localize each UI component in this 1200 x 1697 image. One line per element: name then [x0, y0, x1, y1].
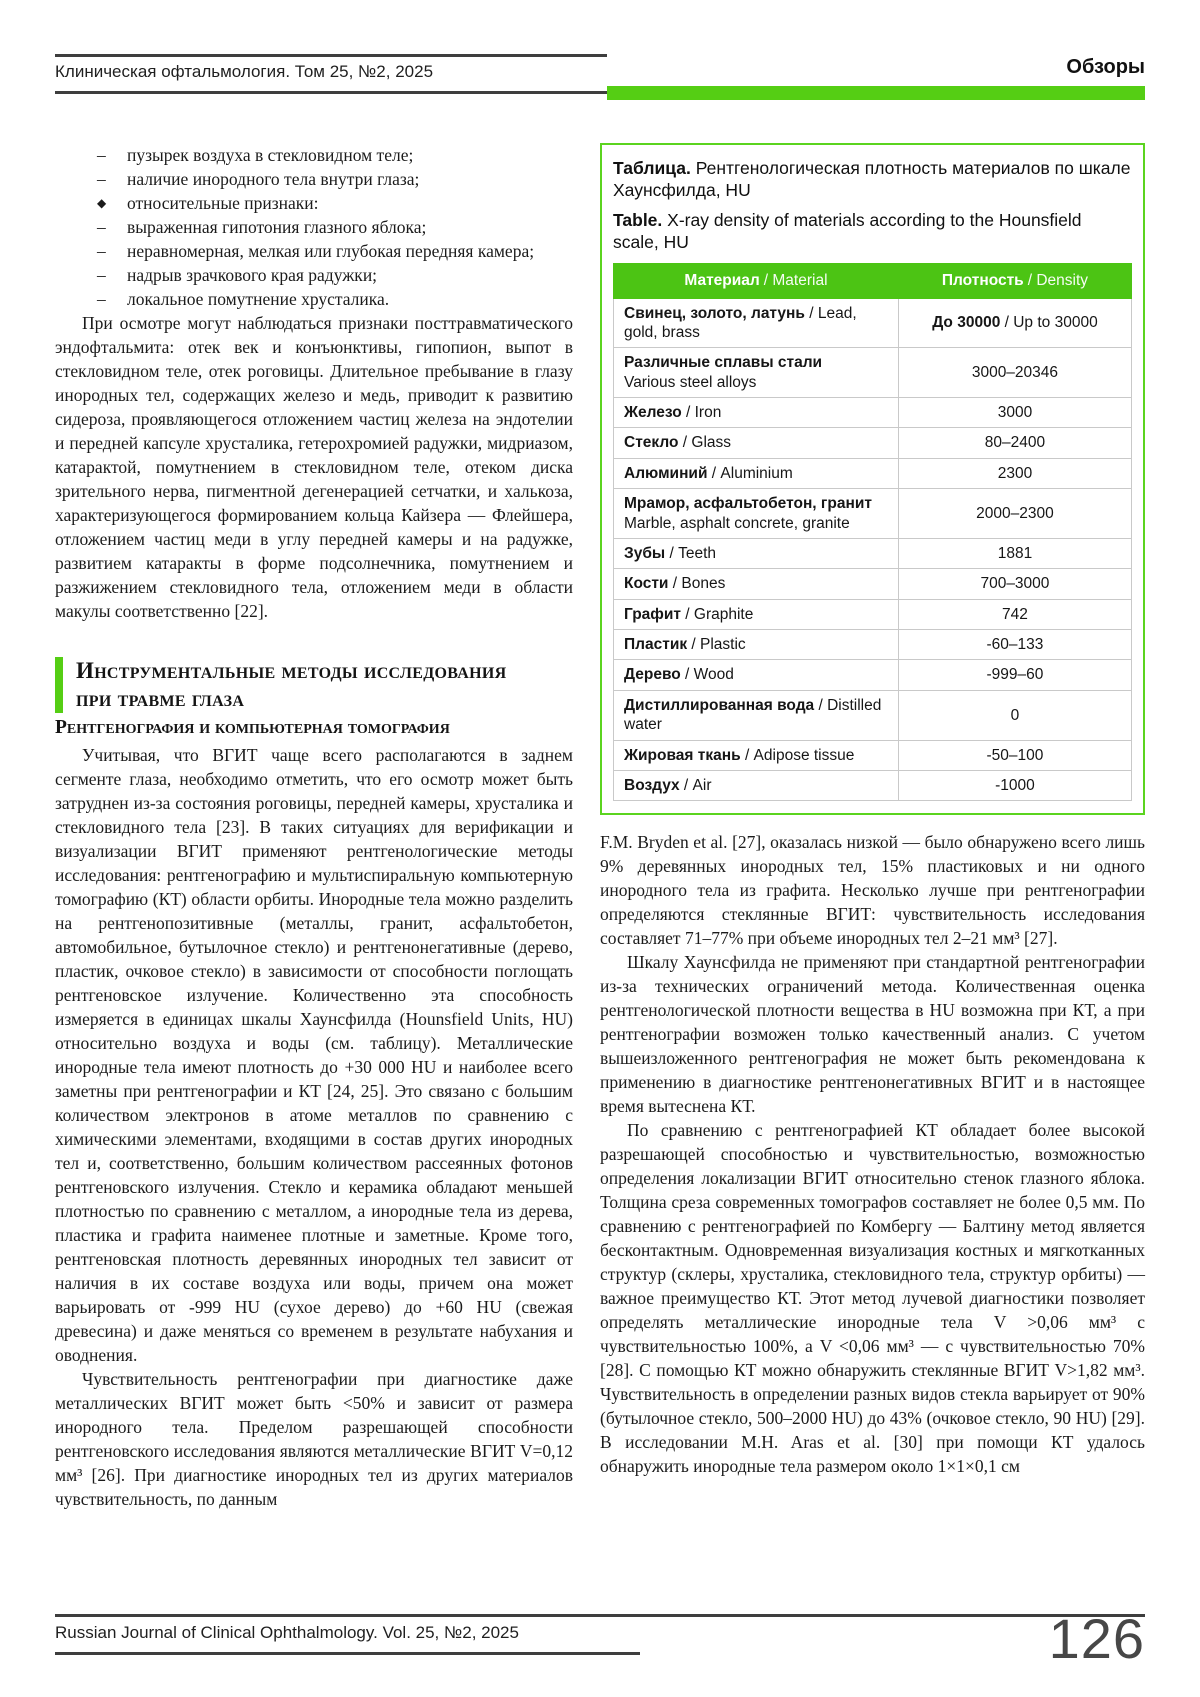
table-caption-ru-text: Рентгенологическая плотность материалов по шкале Хаунсфилда, HU: [613, 158, 1131, 201]
density-cell: -60–133: [898, 630, 1131, 660]
density-cell: 2300: [898, 458, 1131, 488]
density-cell: 2000–2300: [898, 489, 1131, 539]
density-cell: -999–60: [898, 660, 1131, 690]
section-heading-line1: Инструментальные методы исследования: [76, 658, 507, 683]
material-cell: Пластик / Plastic: [614, 630, 899, 660]
journal-title-ru: Клиническая офтальмология. Том 25, №2, 2025: [55, 62, 434, 81]
table-header-row: [614, 263, 1132, 298]
bullet-text: надрыв зрачкового края радужки;: [127, 265, 378, 285]
bullet-text: выраженная гипотония глазного яблока;: [127, 217, 427, 237]
heading-accent-bar: [55, 657, 63, 713]
list-item: [55, 167, 573, 191]
table-row: [614, 538, 1132, 568]
content-columns: [55, 143, 1145, 1511]
table-row: [614, 489, 1132, 539]
table-row: [614, 770, 1132, 800]
list-item: [55, 263, 573, 287]
bullet-marker: –: [97, 145, 106, 165]
density-cell: До 30000 / Up to 30000: [898, 298, 1131, 348]
table-row: [614, 740, 1132, 770]
column-header-density: Плотность / Density: [898, 263, 1131, 298]
paragraph-bryden: F.M. Bryden et al. [27], оказалась низкой — было обнаружено всего лишь 9% деревянных инородных тел, 15% пластиковых и ни одного инородного тела из графита. Несколько лучше при рентгенографии определяются стеклянные ВГИТ: чувствительность исследования составляет 71–77% при объеме инородных тел 2–21 мм³ [27].: [600, 832, 1145, 949]
material-cell: Различные сплавы стали Various steel alloys: [614, 348, 899, 398]
density-cell: 742: [898, 599, 1131, 629]
density-cell: -50–100: [898, 740, 1131, 770]
list-item: [55, 191, 573, 215]
list-item: [55, 143, 573, 167]
material-cell: Воздух / Air: [614, 770, 899, 800]
list-item: [55, 215, 573, 239]
material-cell: Стекло / Glass: [614, 428, 899, 458]
density-cell: -1000: [898, 770, 1131, 800]
section-heading: [55, 657, 573, 713]
material-cell: Мрамор, асфальтобетон, гранит Marble, asphalt concrete, granite: [614, 489, 899, 539]
density-table-card: [600, 143, 1145, 815]
bullet-marker: –: [97, 289, 106, 309]
bullet-marker: –: [97, 169, 106, 189]
density-cell: 80–2400: [898, 428, 1131, 458]
material-cell: Алюминий / Aluminium: [614, 458, 899, 488]
bullet-marker: –: [97, 217, 106, 237]
density-cell: 700–3000: [898, 569, 1131, 599]
subsection-heading: Рентгенография и компьютерная томография: [55, 717, 450, 738]
material-cell: Свинец, золото, латунь / Lead, gold, brass: [614, 298, 899, 348]
table-row: [614, 569, 1132, 599]
table-row: [614, 630, 1132, 660]
bullet-text: наличие инородного тела внутри глаза;: [127, 169, 420, 189]
table-caption-ru: [613, 157, 1132, 202]
table-row: [614, 660, 1132, 690]
bullet-marker: –: [97, 265, 106, 285]
bullet-text: пузырек воздуха в стекловидном теле;: [127, 145, 414, 165]
table-row: [614, 458, 1132, 488]
section-label: Обзоры: [1066, 56, 1145, 78]
material-cell: Дерево / Wood: [614, 660, 899, 690]
bullet-text: относительные признаки:: [127, 193, 319, 213]
header-bottom-rule: [55, 91, 607, 94]
right-column: [600, 143, 1145, 1511]
paragraph-hounsfield-scale: Шкалу Хаунсфилда не применяют при стандартной рентгенографии из-за технических ограничений метода. Количественная оценка рентгенологической плотности вещества в HU возможна при КТ, а при рентгенографии возможен только качественный анализ. С учетом вышеизложенного рентгенография не может быть рекомендована к применению в диагностике рентгенонегативных ВГИТ и в настоящее время вытеснена КТ.: [600, 952, 1145, 1117]
bullet-text: локальное помутнение хрусталика.: [127, 289, 390, 309]
table-row: [614, 298, 1132, 348]
paragraph-xray-ct: Учитывая, что ВГИТ чаще всего располагаются в заднем сегменте глаза, необходимо отметить, что его осмотр может быть затруднен из-за состояния роговицы, передней камеры, хрусталика и стекловидного тела [23]. В таких ситуациях для верификации и визуализации ВГИТ применяют рентгенологические методы исследования: рентгенографию и мультиспиральную компьютерную томографию (КТ) области орбиты. Инородные тела можно разделить на рентгенопозитивные (металлы, гранит, асфальтобетон, автомобильное, бутылочное стекло) и рентгенонегативные (дерево, пластик, очковое стекло) в зависимости от способности поглощать рентгеновское излучение. Количественно эта способность измеряется в единицах шкалы Хаунсфилда (Hounsfield Units, HU) относительно воздуха и воды (см. таблицу). Металлические инородные тела имеют плотность до +30 000 HU и наиболее всего заметны при рентгенографии и КТ [24, 25]. Это связано с большим количеством электронов в атоме металлов по сравнению с химическими элементами, входящими в состав других инородных тел и, соответственно, большим количеством рассеянных фотонов рентгеновского излучения. Стекло и керамика обладают меньшей плотностью по сравнению с металлом, а инородные тела из дерева, пластика и графита наименее плотные и заметные. Кроме того, рентгеновская плотность деревянных инородных тел зависит от наличия в их составе воздуха или воды, причем она может варьировать от -999 HU (сухое дерево) до +60 HU (свежая древесина) и даже меняться со временем в результате набухания и оводнения.: [55, 745, 573, 1365]
density-table-body: [614, 298, 1132, 801]
bullet-text: неравномерная, мелкая или глубокая передняя камера;: [127, 241, 535, 261]
footer-top-rule: [55, 1614, 1145, 1617]
section-heading-text: [76, 657, 506, 713]
bullet-list: [55, 143, 573, 311]
table-row: [614, 348, 1132, 398]
column-header-material: Материал / Material: [614, 263, 899, 298]
table-caption-en: [613, 209, 1132, 254]
section-heading-line2: при травме глаза: [76, 686, 245, 711]
header-green-bar: [607, 86, 1145, 100]
table-row: [614, 599, 1132, 629]
table-caption-ru-label: Таблица.: [613, 158, 691, 178]
table-caption-en-text: X-ray density of materials according to the Hounsfield scale, HU: [613, 209, 1082, 253]
density-table: [613, 263, 1132, 802]
bullet-marker: ◆: [97, 196, 107, 210]
header-top-rule: [55, 54, 607, 57]
table-caption-en-label: Table.: [613, 209, 663, 230]
material-cell: Дистиллированная вода / Distilled water: [614, 690, 899, 740]
material-cell: Графит / Graphite: [614, 599, 899, 629]
material-cell: Кости / Bones: [614, 569, 899, 599]
table-row: [614, 690, 1132, 740]
material-cell: Железо / Iron: [614, 398, 899, 428]
journal-title-en: Russian Journal of Clinical Ophthalmology. Vol. 25, №2, 2025: [55, 1623, 640, 1655]
page-number: 126: [1048, 1607, 1145, 1670]
paragraph-sensitivity: Чувствительность рентгенографии при диагностике даже металлических ВГИТ может быть <50% и зависит от размера инородного тела. Пределом разрешающей способности рентгеновского исследования являются металлические ВГИТ V=0,12 мм³ [26]. При диагностике инородных тел из других материалов чувствительность, по данным: [55, 1369, 573, 1509]
density-cell: 1881: [898, 538, 1131, 568]
left-column: [55, 143, 573, 1511]
density-cell: 3000: [898, 398, 1131, 428]
bullet-marker: –: [97, 241, 106, 261]
list-item: [55, 239, 573, 263]
paragraph-ct-advantages: По сравнению с рентгенографией КТ обладает более высокой разрешающей способностью и чувствительностью, возможностью определения локализации ВГИТ относительно стенок глазного яблока. Толщина среза современных томографов составляет не более 0,5 мм. По сравнению с рентгенографией по Комбергу — Балтину метод является бесконтактным. Одновременная визуализация костных и мягкотканных структур (склеры, хрусталика, стекловидного тела, структур орбиты) — важное преимущество КТ. Этот метод лучевой диагностики позволяет определять металлические инородные тела V >0,06 мм³ с чувствительностью 100%, а V <0,06 мм³ — с чувствительностью 70% [28]. С помощью КТ можно обнаружить стеклянные ВГИТ V>1,82 мм³. Чувствительность в определении разных видов стекла варьирует от 90% (бутылочное стекло, 500–2000 HU) до 43% (очковое стекло, 90 HU) [29]. В исследовании M.H. Aras et al. [30] при помощи КТ удалось обнаружить инородные тела размером около 1×1×0,1 см: [600, 1120, 1145, 1477]
material-cell: Жировая ткань / Adipose tissue: [614, 740, 899, 770]
table-row: [614, 428, 1132, 458]
paragraph-endophthalmitis: При осмотре могут наблюдаться признаки посттравматического эндофтальмита: отек век и конъюнктивы, гипопион, выпот в стекловидном теле, отек роговицы. Длительное пребывание в глазу инородных тел, содержащих железо и медь, приводит к развитию сидероза, проявляющегося отложением частиц железа на эндотелии и передней капсуле хрусталика, гетерохромией радужки, мидриазом, катарактой, помутнением в стекловидном теле, отеком диска зрительного нерва, пигментной дегенерацией сетчатки, и халькоза, характеризующегося формированием кольца Кайзера — Флейшера, отложением частиц меди в углу передней камеры и на радужке, развитием катаракты в форме подсолнечника, помутнением и разжижением стекловидного тела, отложением меди в области макулы соответственно [22].: [55, 313, 573, 621]
table-row: [614, 398, 1132, 428]
material-cell: Зубы / Teeth: [614, 538, 899, 568]
density-cell: 0: [898, 690, 1131, 740]
list-item: [55, 287, 573, 311]
density-cell: 3000–20346: [898, 348, 1131, 398]
